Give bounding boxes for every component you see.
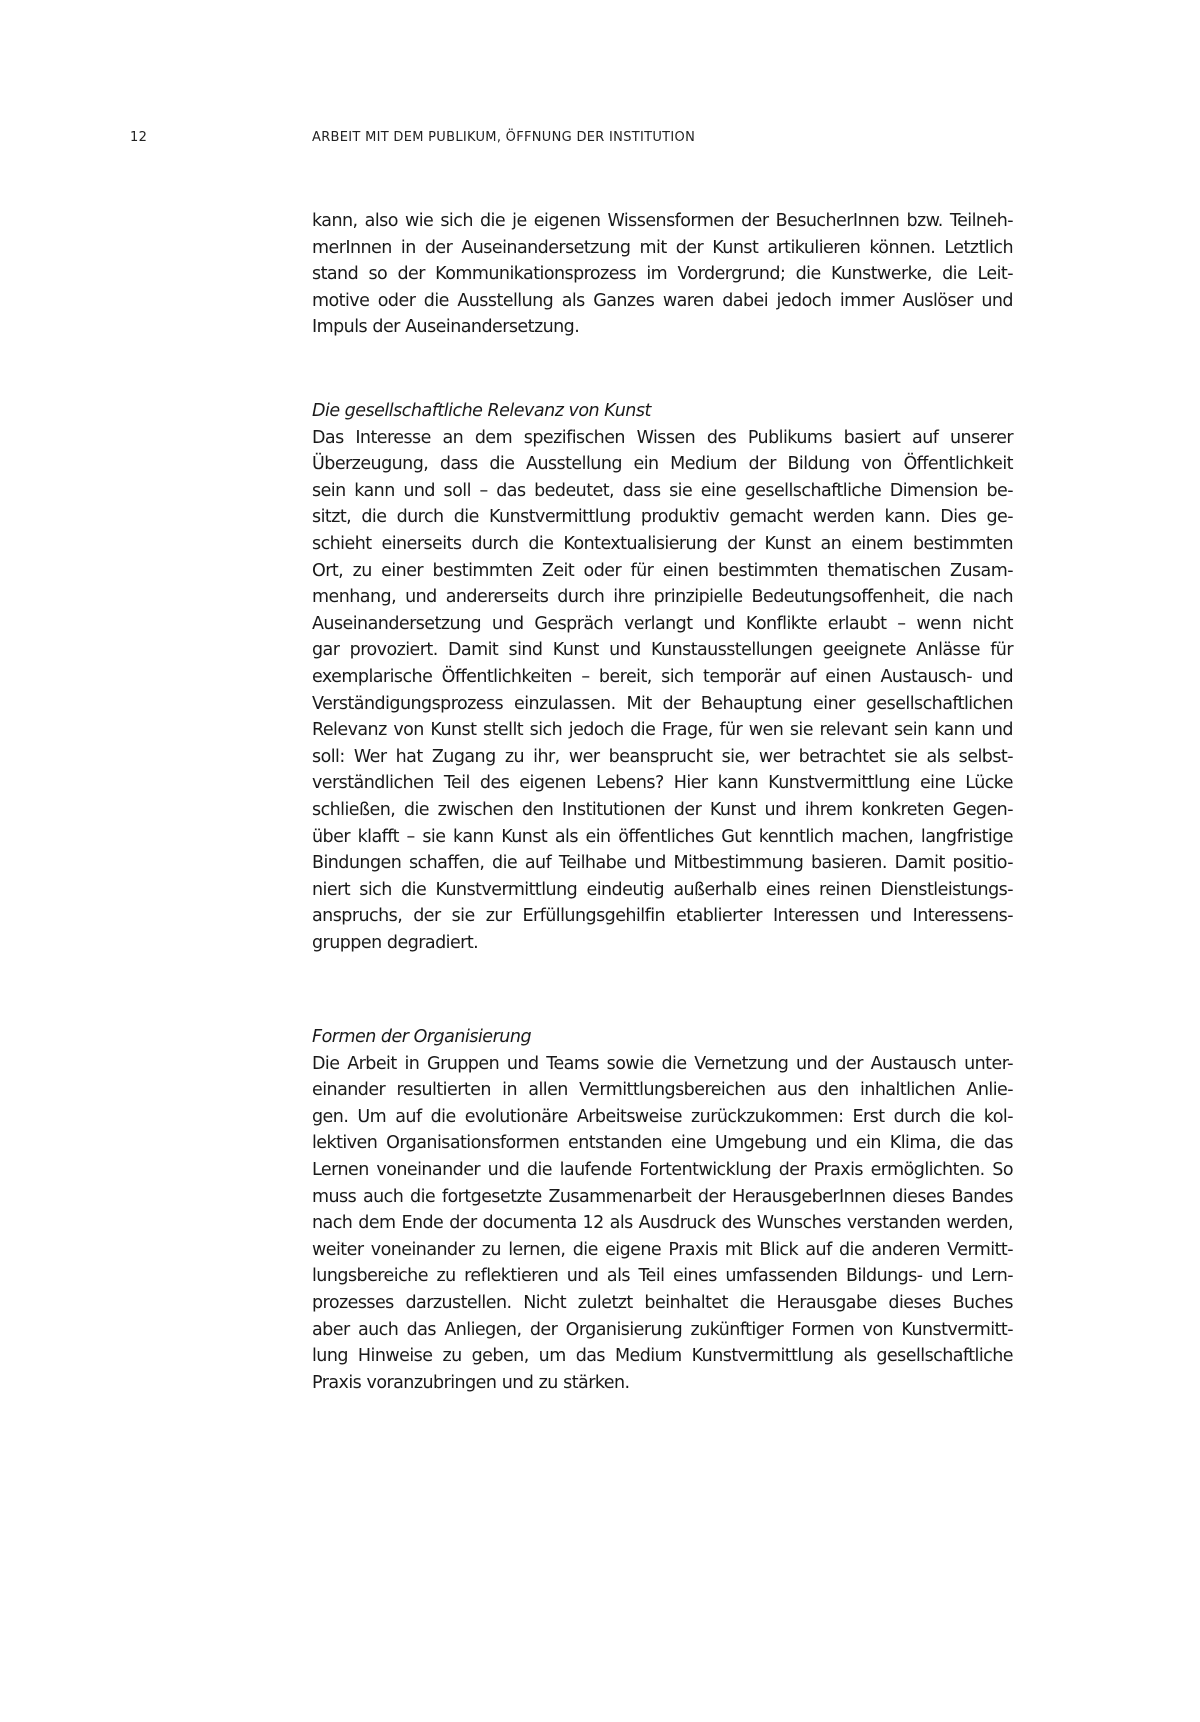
text-line: einander resultierten in allen Vermittlungsbereichen aus den inhaltlichen Anlie-: [312, 1080, 1013, 1101]
text-line: anspruchs, der sie zur Erfüllungsgehilfin etablierter Interessen und Interessens-: [312, 906, 1013, 927]
text-line: Überzeugung, dass die Ausstellung ein Medium der Bildung von Öffentlichkeit: [312, 454, 1013, 475]
intro-paragraph: [312, 208, 1013, 341]
section-heading: Formen der Organisierung: [312, 1027, 532, 1047]
text-line: Das Interesse an dem spezifischen Wissen des Publikums basiert auf unserer: [312, 427, 1013, 448]
text-line: Die Arbeit in Gruppen und Teams sowie die Vernetzung und der Austausch unter-: [312, 1053, 1013, 1074]
text-line: exemplarische Öffentlichkeiten – bereit, sich temporär auf einen Austausch- und: [312, 666, 1013, 687]
text-line: Praxis voranzubringen und zu stärken.: [312, 1372, 630, 1393]
section-heading: Die gesellschaftliche Relevanz von Kunst: [312, 401, 651, 421]
text-line: Verständigungsprozess einzulassen. Mit der Behauptung einer gesellschaftlichen: [312, 693, 1013, 714]
text-line: gen. Um auf die evolutionäre Arbeitsweise zurückzukommen: Erst durch die kol-: [312, 1106, 1013, 1127]
text-line: schließen, die zwischen den Institutionen der Kunst und ihrem konkreten Gegen-: [312, 799, 1013, 820]
text-line: Bindungen schaffen, die auf Teilhabe und Mitbestimmung basieren. Damit positio-: [312, 853, 1013, 874]
text-line: menhang, und andererseits durch ihre prinzipielle Bedeutungsoffenheit, die nach: [312, 587, 1013, 608]
text-line: niert sich die Kunstvermittlung eindeutig außerhalb eines reinen Dienstleistungs-: [312, 879, 1013, 900]
text-line: über klafft – sie kann Kunst als ein öffentliches Gut kenntlich machen, langfristige: [312, 826, 1013, 847]
text-line: lungsbereiche zu reflektieren und als Teil eines umfassenden Bildungs- und Lern-: [312, 1266, 1013, 1287]
text-line: nach dem Ende der documenta 12 als Ausdruck des Wunsches verstanden werden,: [312, 1213, 1013, 1234]
page-number: 12: [130, 130, 148, 145]
text-line: muss auch die fortgesetzte Zusammenarbeit der HerausgeberInnen dieses Bandes: [312, 1186, 1013, 1207]
text-line: Impuls der Auseinandersetzung.: [312, 317, 580, 338]
text-line: sein kann und soll – das bedeutet, dass sie eine gesellschaftliche Dimension be-: [312, 480, 1013, 501]
text-line: verständlichen Teil des eigenen Lebens? Hier kann Kunstvermittlung eine Lücke: [312, 773, 1013, 794]
section-gesellschaftliche-relevanz: [312, 398, 1013, 956]
text-line: merInnen in der Auseinandersetzung mit der Kunst artikulieren können. Letztlich: [312, 237, 1013, 258]
text-line: Auseinandersetzung und Gespräch verlangt und Konflikte erlaubt – wenn nicht: [312, 613, 1013, 634]
text-line: aber auch das Anliegen, der Organisierung zukünftiger Formen von Kunstvermitt-: [312, 1319, 1013, 1340]
text-line: Ort, zu einer bestimmten Zeit oder für einen bestimmten thematischen Zusam-: [312, 560, 1013, 581]
text-line: sitzt, die durch die Kunstvermittlung produktiv gemacht werden kann. Dies ge-: [312, 507, 1013, 528]
text-line: lung Hinweise zu geben, um das Medium Kunstvermittlung als gesellschaftliche: [312, 1346, 1013, 1367]
text-line: stand so der Kommunikationsprozess im Vordergrund; die Kunstwerke, die Leit-: [312, 264, 1013, 285]
running-header: ARBEIT MIT DEM PUBLIKUM, ÖFFNUNG DER INSTITUTION: [312, 130, 696, 145]
text-line: prozesses darzustellen. Nicht zuletzt beinhaltet die Herausgabe dieses Buches: [312, 1292, 1013, 1313]
text-line: motive oder die Ausstellung als Ganzes waren dabei jedoch immer Auslöser und: [312, 290, 1013, 311]
section-formen-der-organisierung: [312, 1024, 1013, 1396]
text-line: schieht einerseits durch die Kontextualisierung der Kunst an einem bestimmten: [312, 533, 1013, 554]
text-line: kann, also wie sich die je eigenen Wissensformen der BesucherInnen bzw. Teilneh-: [312, 211, 1013, 231]
text-line: lektiven Organisationsformen entstanden eine Umgebung und ein Klima, die das: [312, 1133, 1013, 1154]
text-line: Lernen voneinander und die laufende Fortentwicklung der Praxis ermöglichten. So: [312, 1159, 1013, 1180]
text-line: weiter voneinander zu lernen, die eigene Praxis mit Blick auf die anderen Vermitt-: [312, 1239, 1013, 1260]
text-line: gruppen degradiert.: [312, 932, 479, 953]
text-line: soll: Wer hat Zugang zu ihr, wer beansprucht sie, wer betrachtet sie als selbst-: [312, 746, 1013, 767]
text-line: gar provoziert. Damit sind Kunst und Kunstausstellungen geeignete Anlässe für: [312, 640, 1013, 661]
text-line: Relevanz von Kunst stellt sich jedoch die Frage, für wen sie relevant sein kann und: [312, 720, 1013, 741]
